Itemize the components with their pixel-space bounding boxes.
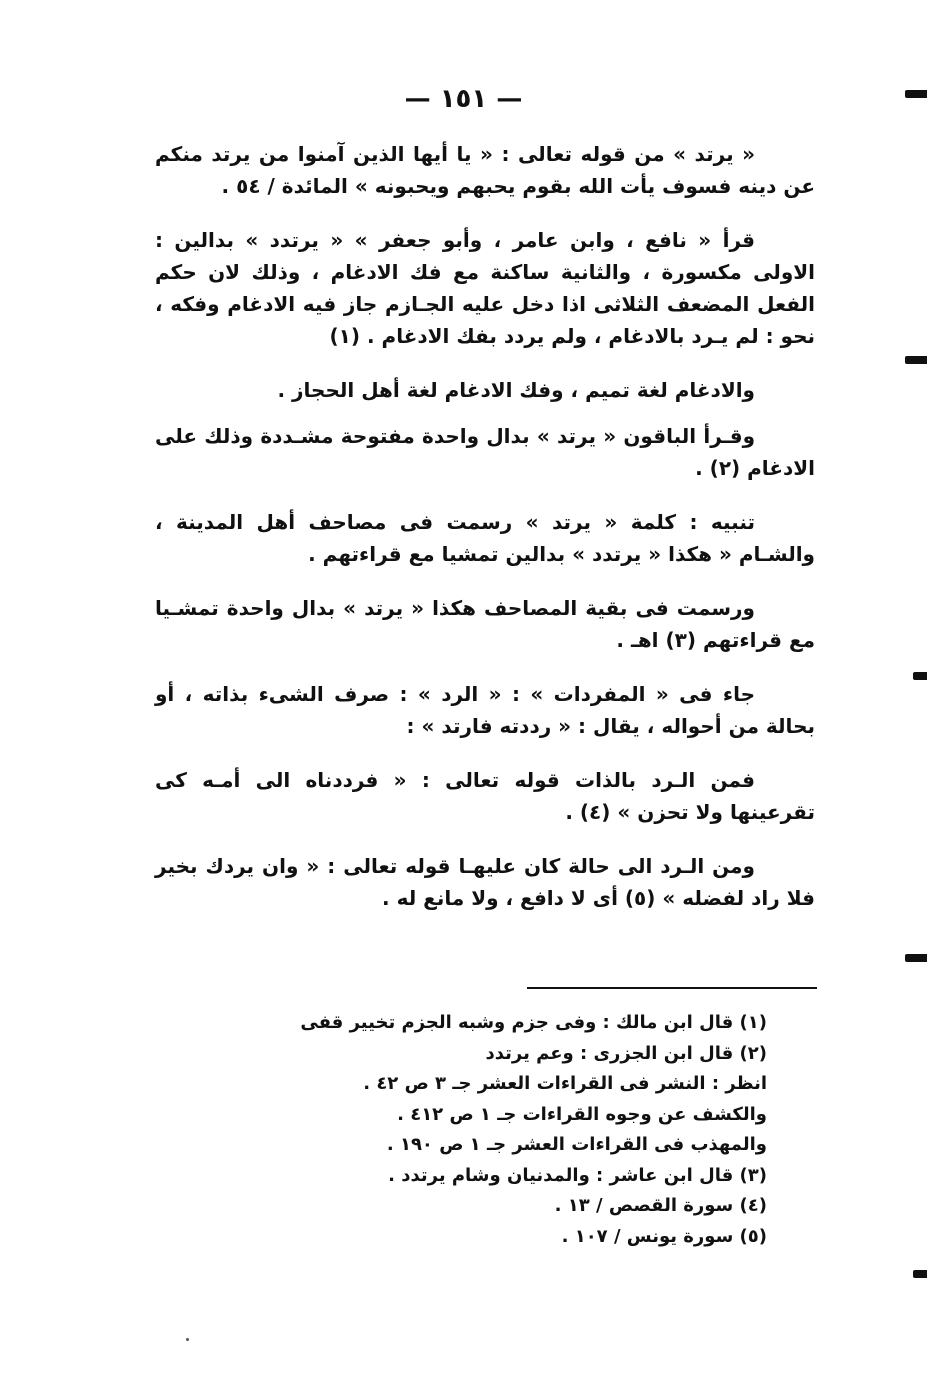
scan-speck [186,1338,189,1341]
footnote-4: (٤) سورة القصص / ١٣ . [554,1195,767,1216]
scan-edge-mark [905,954,927,962]
paragraph-verse-reference: « يرتد » من قوله تعالى : « يا أيها الذين آمنوا من يرتد منكم عن دينه فسوف يأت الله بقوم يحبهم ويحبونه » المائدة / ٥٤ . [155,142,815,198]
scan-edge-mark [905,356,927,364]
paragraph-radd-to-state: ومن الـرد الى حالة كان عليهـا قوله تعالى : « وان يردك بخير فلا راد لفضله » (٥) أى لا دافع ، ولا مانع له . [155,854,815,910]
footnotes [207,1008,767,1252]
footnote-2: (٢) قال ابن الجزرى : وعم يرتدد [485,1042,767,1064]
scan-edge-mark [913,1270,927,1278]
paragraph-idgham-dialects: والادغام لغة تميم ، وفك الادغام لغة أهل الحجاز . [277,378,755,402]
scan-edge-mark [913,672,927,680]
footnote-2-ref-nashr: انظر : النشر فى القراءات العشر جـ ٣ ص ٤٢ . [363,1073,767,1094]
paragraph-note-orthography: تنبيه : كلمة « يرتد » رسمت فى مصاحف أهل المدينة ، والشـام « هكذا « يرتدد » بدالين تمشيا مع قراءتهم . [155,510,815,566]
footnote-separator [527,987,817,989]
main-text [155,138,815,936]
paragraph-mufradat: جاء فى « المفردات » : « الرد » : صرف الشىء بذاته ، أو بحالة من أحواله ، يقال : « رددته فارتد » : [155,682,815,738]
page-number: — ١٥١ — [404,84,523,114]
scan-edge-mark [905,90,927,98]
footnote-2-ref-muhadhdhab: والمهذب فى القراءات العشر جـ ١ ص ١٩٠ . [386,1134,767,1155]
footnote-1: (١) قال ابن مالك : وفى جزم وشبه الجزم تخيير قفى [300,1012,767,1033]
paragraph-radd-by-essence: فمن الـرد بالذات قوله تعالى : « فرددناه الى أمـه كى تقرعينها ولا تحزن » (٤) . [155,768,815,824]
paragraph-other-mushafs: ورسمت فى بقية المصاحف هكذا « يرتد » بدال واحدة تمشـيا مع قراءتهم (٣) اهـ . [155,596,815,652]
paragraph-remaining-readers: وقـرأ الباقون « يرتد » بدال واحدة مفتوحة مشـددة وذلك على الادغام (٢) . [155,424,815,480]
footnote-3: (٣) قال ابن عاشر : والمدنيان وشام يرتدد . [388,1164,767,1186]
footnote-5: (٥) سورة يونس / ١٠٧ . [561,1225,767,1247]
footnote-2-ref-kashf: والكشف عن وجوه القراءات جـ ١ ص ٤١٢ . [397,1103,767,1125]
paragraph-reading-nafi: قرأ « نافع ، وابن عامر ، وأبو جعفر » « يرتدد » بدالين : الاولى مكسورة ، والثانية ساكنة مع فك الادغام ، وذلك لان حكم الفعل المضعف الثلاثى اذا دخل عليه الجـازم جاز فيه الادغام وفكه ، نحو : لم يـرد بالادغام ، ولم يردد بفك الادغام . (١) [155,228,815,348]
